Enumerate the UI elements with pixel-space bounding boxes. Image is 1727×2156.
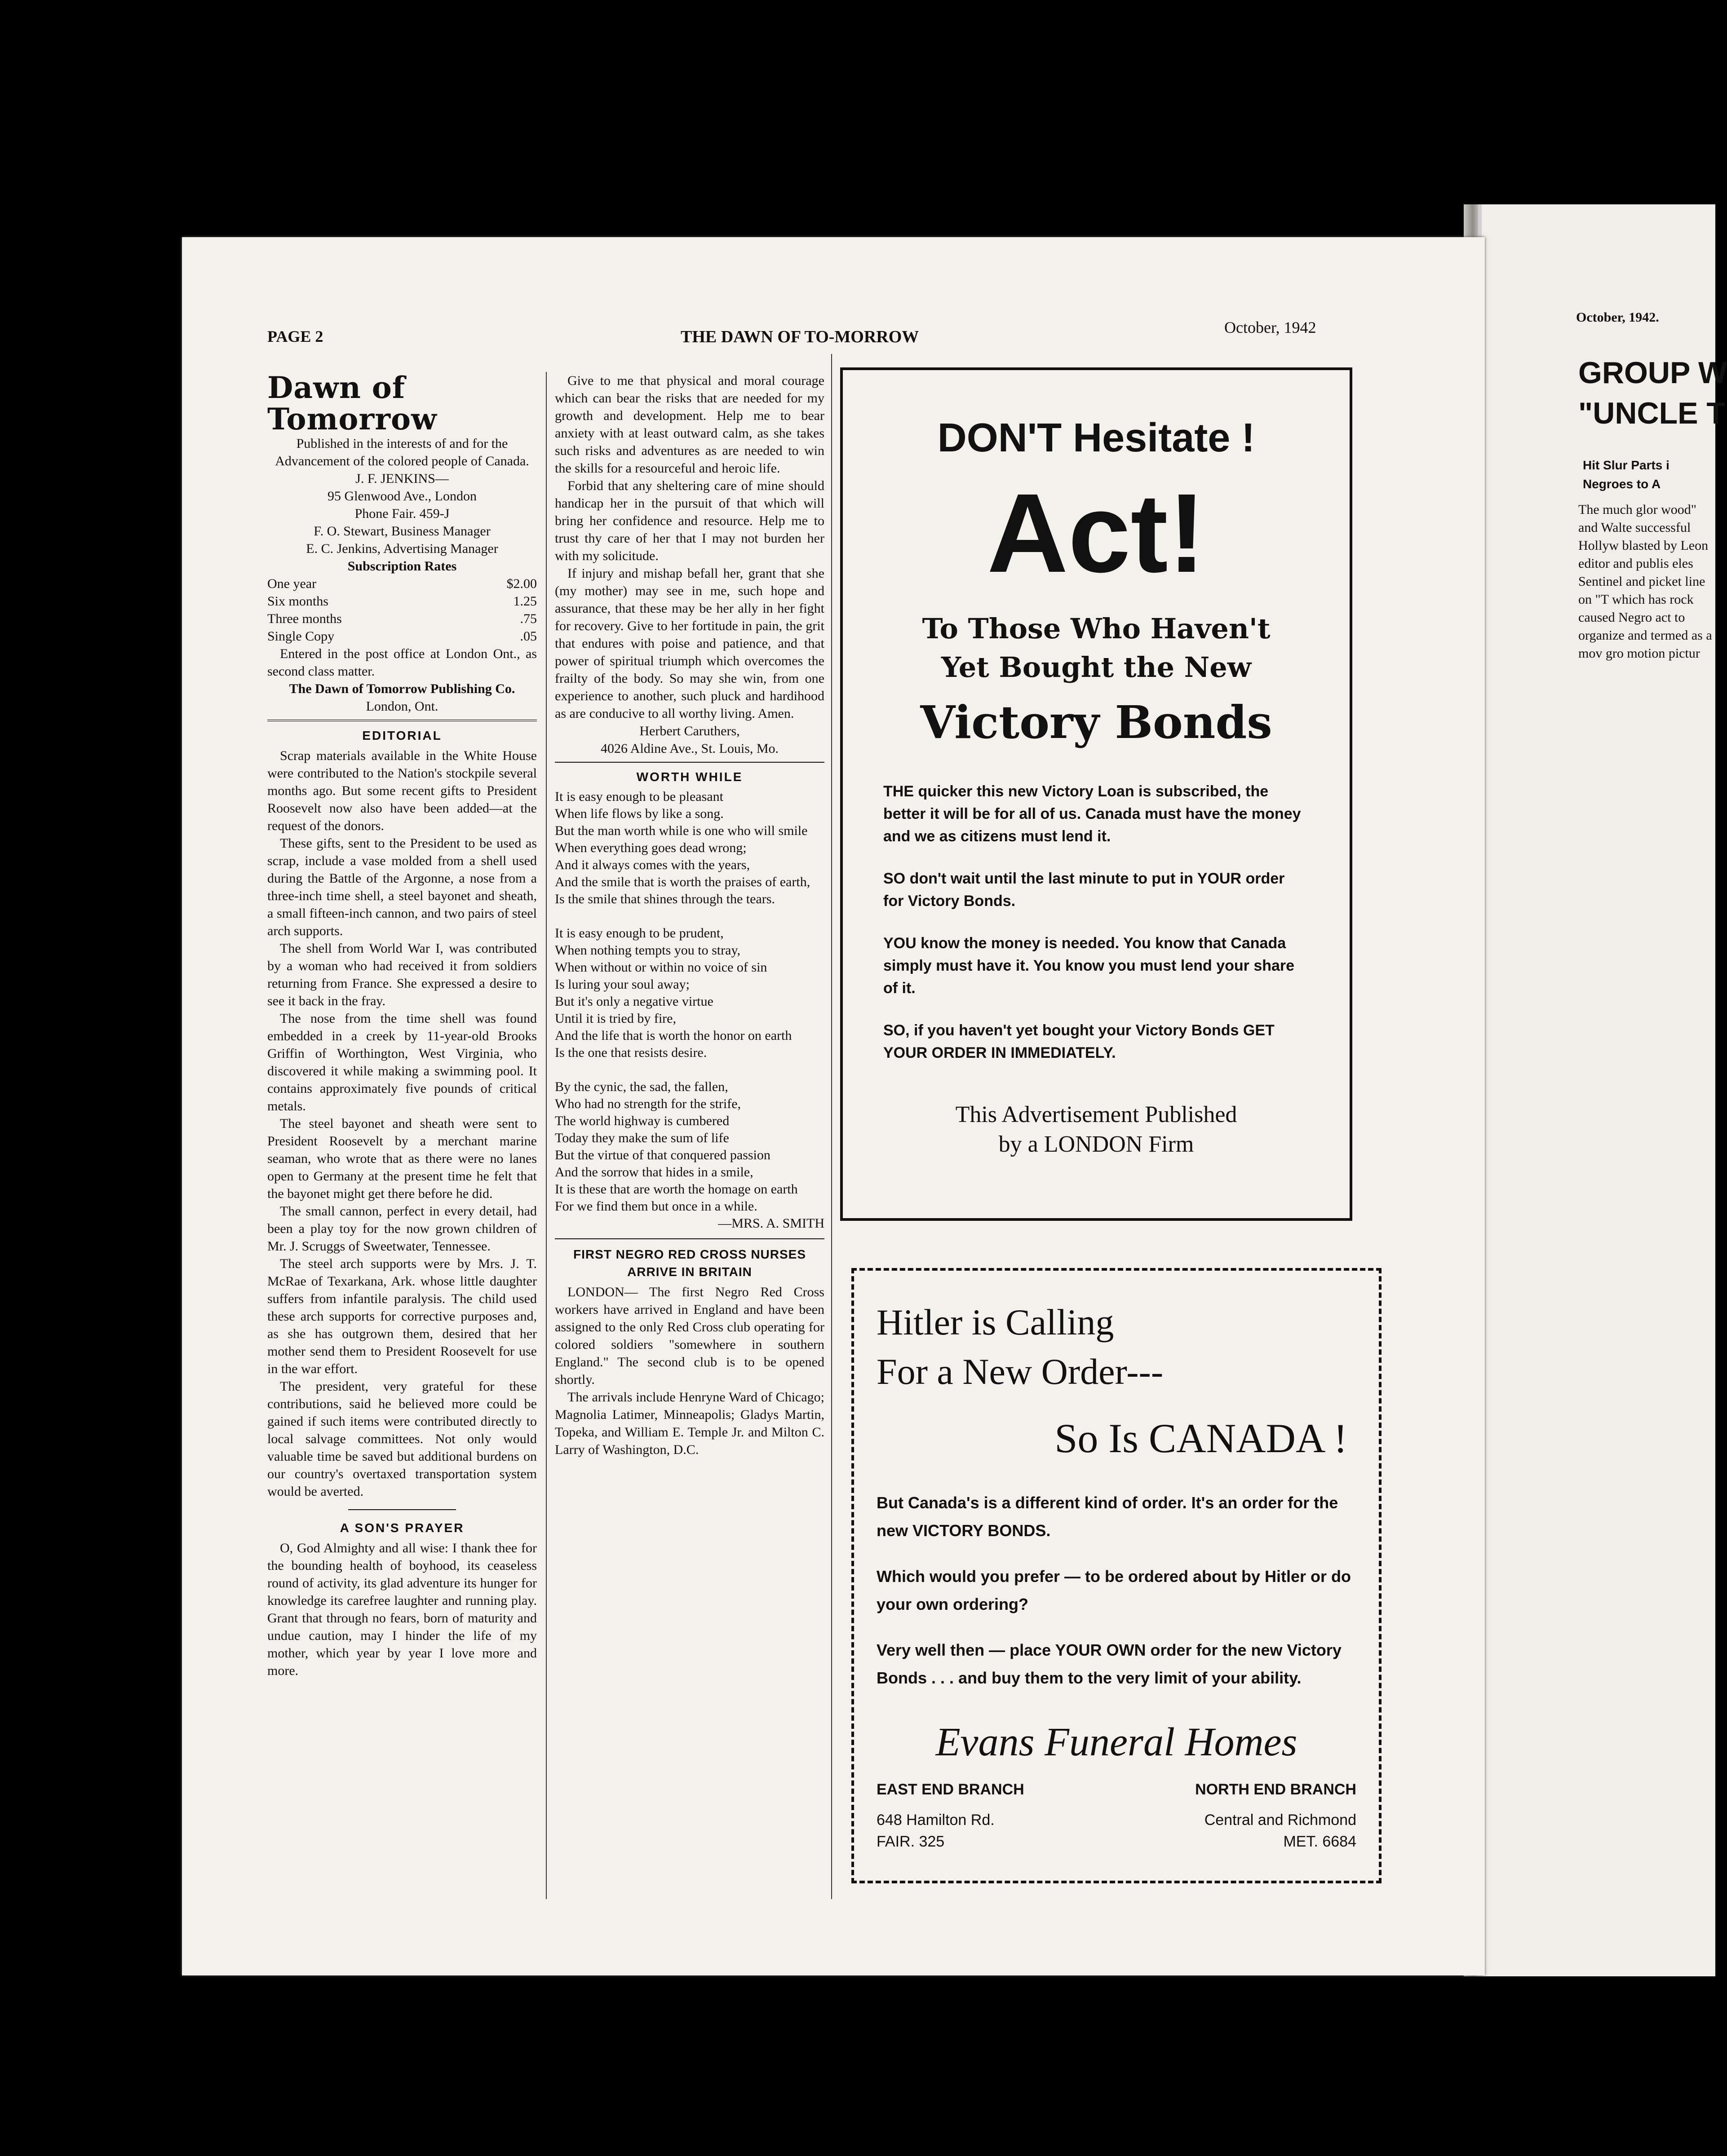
- editorial-paragraph: The steel bayonet and sheath were sent to President Roosevelt by a merchant marine seaman, who wrote that as there were no lanes open to Germany at the present time he felt that the bayonet might get there before he did.: [267, 1116, 537, 1201]
- prayer-paragraph: Give to me that physical and moral courage which can bear the risks that are needed for my growth and development. Help me to bear anxiety with at least outward calm, as she takes such risks and adventures as are needed to win the skills for a resourceful and heroic life.: [555, 373, 824, 476]
- prayer-heading: A SON'S PRAYER: [340, 1521, 465, 1535]
- poem-body: [555, 788, 824, 1232]
- ad-paragraph: But Canada's is a different kind of order. It's an order for the new VICTORY BONDS.: [877, 1493, 1338, 1540]
- masthead-line: J. F. JENKINS—: [355, 471, 449, 486]
- prayer-paragraph: O, God Almighty and all wise: I thank thee for the bounding health of boyhood, its ceaseless round of activity, its glad adventure its hunger for knowledge its carefree laughter and running play. Grant that through no fears, born of maturity and undue caution, may I hinder the life of my mother, which year by year I love more and more.: [267, 1541, 537, 1678]
- column-1: [267, 372, 537, 1679]
- masthead-line: E. C. Jenkins, Advertising Manager: [306, 541, 498, 556]
- poem-line: When everything goes dead wrong;: [555, 840, 747, 855]
- masthead-line: 95 Glenwood Ave., London: [328, 489, 477, 504]
- rates-heading: Subscription Rates: [347, 559, 457, 574]
- masthead-line: F. O. Stewart, Business Manager: [314, 524, 491, 539]
- poem-line: But it's only a negative virtue: [555, 994, 713, 1009]
- paper-title: THE DAWN OF TO-MORROW: [681, 327, 919, 346]
- poem-line: And it always comes with the years,: [555, 857, 750, 872]
- ad-act: Act!: [987, 470, 1206, 596]
- editorial-paragraph: Scrap materials available in the White House were contributed to the Nation's stockpile several months ago. But some recent gifts to President Roosevelt now also have been added—at the request of the donors.: [267, 748, 537, 833]
- branch-list: [877, 1779, 1356, 1852]
- nurses-heading: FIRST NEGRO RED CROSS NURSES ARRIVE IN BRITAIN: [573, 1247, 806, 1279]
- hitler-calling-ad: [851, 1268, 1382, 1883]
- column-rule: [831, 354, 832, 1899]
- nurses-paragraph: The arrivals include Henryne Ward of Chicago; Magnolia Latimer, Minneapolis; Gladys Martin, Topeka, and William E. Temple Jr. and Milton C. Larry of Washington, D.C.: [555, 1390, 824, 1457]
- masthead-line: Published in the interests of and for the Advancement of the colored people of Canada.: [275, 436, 529, 468]
- poem-line: Is the one that resists desire.: [555, 1045, 707, 1060]
- ad-sponsor: Evans Funeral Homes: [935, 1720, 1297, 1764]
- poem-line: And the sorrow that hides in a smile,: [555, 1165, 753, 1180]
- poem-line: It is these that are worth the homage on earth: [555, 1182, 798, 1197]
- column-2: [555, 372, 824, 1458]
- poem-line: Is luring your soul away;: [555, 977, 690, 992]
- ad-headline: Hitler is Calling: [877, 1302, 1114, 1343]
- poem-line: And the life that is worth the honor on earth: [555, 1028, 792, 1043]
- ad-paragraph: Very well then — place YOUR OWN order for the new Victory Bonds . . . and buy them to the very limit of your ability.: [877, 1641, 1342, 1687]
- poem-line: It is easy enough to be pleasant: [555, 789, 723, 804]
- masthead-line: Phone Fair. 459-J: [354, 506, 450, 521]
- poem-line: The world highway is cumbered: [555, 1113, 730, 1128]
- ad-subline: Yet Bought the New: [941, 651, 1252, 684]
- branch-north: NORTH END BRANCH Central and Richmond MET. 6684: [1195, 1781, 1356, 1850]
- poem-line: [555, 1061, 824, 1078]
- editorial-paragraph: The president, very grateful for these contributions, said he believed more could be gained if such items were contributed directly to local salvage committees. Not only would valuable time be saved but additional burdens on our country's overtaxed transportation system would be averted.: [267, 1379, 537, 1499]
- editorial-paragraph: The small cannon, perfect in every detail, had been a play toy for the now grown children of Mr. J. Scruggs of Sweetwater, Tennessee.: [267, 1204, 537, 1254]
- poem-line: Until it is tried by fire,: [555, 1011, 676, 1026]
- poem-line: But the virtue of that conquered passion: [555, 1148, 771, 1162]
- ad-headline: For a New Order---: [877, 1351, 1164, 1392]
- ad-paragraph: THE quicker this new Victory Loan is subscribed, the better it will be for all of us. Canada must have the money and we as citizens must lend it.: [883, 783, 1301, 845]
- ad-headline: DON'T Hesitate !: [937, 415, 1255, 460]
- nurses-paragraph: LONDON— The first Negro Red Cross workers have arrived in England and have been assigned to the only Red Cross club operating for colored soldiers "somewhere in southern England." The second club is to be opened shortly.: [555, 1285, 824, 1387]
- poem-line: Who had no strength for the strife,: [555, 1096, 741, 1111]
- facing-page-date: October, 1942.: [1576, 310, 1659, 325]
- divider: [555, 1238, 824, 1239]
- rate-row: One year $2.00: [267, 576, 537, 591]
- ad-credit: by a LONDON Firm: [998, 1131, 1194, 1157]
- prayer-paragraph: Forbid that any sheltering care of mine should handicap her in the pursuit of that which will bring her confidence and resource. Help me to trust thy care of her that I may not burden her with my solicitude.: [555, 478, 824, 563]
- masthead-footer: The Dawn of Tomorrow Publishing Co.: [289, 681, 515, 696]
- editorial-heading: EDITORIAL: [362, 729, 442, 742]
- poem-line: For we find them but once in a while.: [555, 1199, 757, 1214]
- victory-bonds-ad: [840, 367, 1352, 1221]
- facing-page: [1478, 204, 1727, 1976]
- rate-row: Six months 1.25: [267, 594, 537, 609]
- facing-page-subhead: Hit Slur Parts i Negroes to A: [1583, 458, 1669, 491]
- column-rule: [546, 372, 547, 1899]
- rate-row: Single Copy .05: [267, 629, 537, 644]
- poem-line: And the smile that is worth the praises of earth,: [555, 875, 810, 889]
- poem-line: When without or within no voice of sin: [555, 960, 767, 975]
- newspaper-page: [182, 237, 1485, 1975]
- editorial-paragraph: The steel arch supports were by Mrs. J. T. McRae of Texarkana, Ark. whose little daughter suffers from infantile paralysis. The child used these arch supports for corrective purposes and, as she has outgrown them, desired that her mother send them to President Roosevelt for use in the war effort.: [267, 1256, 537, 1376]
- ad-victory-bonds: Victory Bonds: [920, 696, 1272, 749]
- prayer-author: Herbert Caruthers,: [639, 724, 740, 738]
- ad-paragraph: Which would you prefer — to be ordered about by Hitler or do your own ordering?: [877, 1567, 1351, 1613]
- poem-author: —MRS. A. SMITH: [718, 1216, 824, 1231]
- ad-credit: This Advertisement Published: [955, 1102, 1237, 1127]
- editorial-paragraph: These gifts, sent to the President to be used as scrap, include a vase molded from a shell used during the Battle of the Argonne, a nose from a three-inch time shell, a steel bayonet and sheath, a small fifteen-inch cannon, and two pairs of steel arch supports.: [267, 836, 537, 938]
- issue-date: October, 1942: [1224, 318, 1316, 336]
- poem-line: It is easy enough to be prudent,: [555, 926, 724, 941]
- poem-line: [555, 908, 824, 925]
- poem-heading: WORTH WHILE: [636, 770, 743, 784]
- ad-so-is-canada: So Is CANADA !: [1054, 1415, 1347, 1461]
- divider: [555, 762, 824, 763]
- ad-paragraph: SO, if you haven't yet bought your Victory Bonds GET YOUR ORDER IN IMMEDIATELY.: [883, 1022, 1275, 1061]
- masthead-footer: Entered in the post office at London Ont., as second class matter.: [267, 646, 537, 679]
- poem-line: But the man worth while is one who will smile: [555, 823, 808, 838]
- prayer-address: 4026 Aldine Ave., St. Louis, Mo.: [600, 741, 779, 756]
- ad-subline: To Those Who Haven't: [922, 612, 1271, 645]
- facing-page-text: The much glor wood" and Walte successful Hollyw blasted by Leon editor and publis eles Sentinel and picket line on "T which has rock caused Negro act to organize and termed as a mov gro motion pictur: [1578, 502, 1712, 661]
- poem-line: When life flows by like a song.: [555, 806, 724, 821]
- poem-line: When nothing tempts you to stray,: [555, 943, 740, 958]
- ad-paragraph: SO don't wait until the last minute to put in YOUR order for Victory Bonds.: [883, 870, 1285, 910]
- masthead-title: Dawn of Tomorrow: [267, 370, 437, 437]
- poem-line: Is the smile that shines through the tears.: [555, 892, 775, 906]
- masthead-footer: London, Ont.: [366, 699, 438, 714]
- editorial-paragraph: The nose from the time shell was found embedded in a creek by 11-year-old Brooks Griffin of Worthington, West Virginia, who discovered it while making a swimming pool. It contains approximately five pounds of critical metals.: [267, 1011, 537, 1113]
- poem-line: Today they make the sum of life: [555, 1131, 729, 1145]
- page-number: PAGE 2: [267, 327, 323, 345]
- divider: [348, 1509, 456, 1510]
- editorial-paragraph: The shell from World War I, was contributed by a woman who had received it from soldiers returning from France. She expressed a desire to see it back in the fray.: [267, 941, 537, 1008]
- prayer-paragraph: If injury and mishap befall her, grant that she (my mother) may see in me, such hope and assurance, that these may be her ally in her fight for recovery. Give to her fortitude in pain, the grit that endures with poise and patience, and that power of spiritual triumph which overcomes the frailty of the body. So may she win, from one experience to another, such pluck and hardihood as are conducive to all worthy living. Amen.: [555, 566, 824, 721]
- divider: [267, 720, 537, 721]
- ad-paragraph: YOU know the money is needed. You know that Canada simply must have it. You know you must lend your share of it.: [883, 935, 1295, 997]
- facing-page-headline: GROUP W "UNCLE T: [1578, 356, 1727, 430]
- rate-row: Three months .75: [267, 611, 537, 626]
- poem-line: By the cynic, the sad, the fallen,: [555, 1079, 728, 1094]
- branch-east: EAST END BRANCH 648 Hamilton Rd. FAIR. 325: [877, 1781, 1024, 1850]
